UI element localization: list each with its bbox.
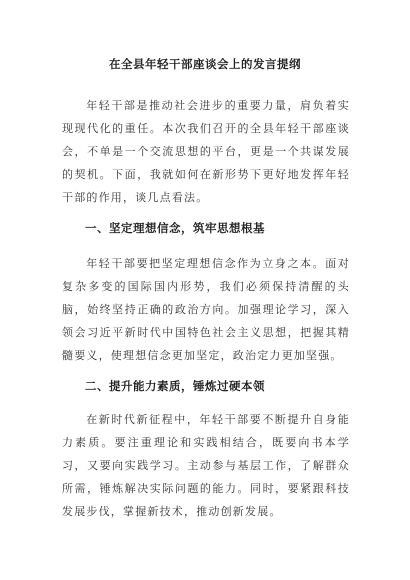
- document-title: 在全县年轻干部座谈会上的发言提纲: [109, 57, 301, 71]
- section-body-1: 年轻干部要把坚定理想信念作为立身之本。面对复杂多变的国际国内形势，我们必须保持清醒的头脑，始终坚持正确的政治方向。加强理论学习，深入领会习近平新时代中国特色社会主义思想，把握其精髓要义，使理想信念更加坚定，政治定力更加坚强。: [62, 257, 350, 362]
- section-heading-1: 一、坚定理想信念，筑牢思想根基: [85, 221, 265, 235]
- intro-paragraph: 年轻干部是推动社会进步的重要力量，肩负着实现现代化的重任。本次我们召开的全县年轻干部座谈会，不单是一个交流思想的平台，更是一个共谋发展的契机。下面，我就如何在新形势下更好地发挥年轻干部的作用，谈几点看法。: [62, 99, 350, 204]
- section-heading-2: 二、提升能力素质，锤炼过硬本领: [85, 379, 265, 393]
- section-body-2: 在新时代新征程中，年轻干部要不断提升自身能力素质。要注重理论和实践相结合，既要向书本学习，又要向实践学习。主动参与基层工作，了解群众所需，锤炼解决实际问题的能力。同时，要紧跟科技发展步伐，掌握新技术，推动创新发展。: [62, 413, 350, 518]
